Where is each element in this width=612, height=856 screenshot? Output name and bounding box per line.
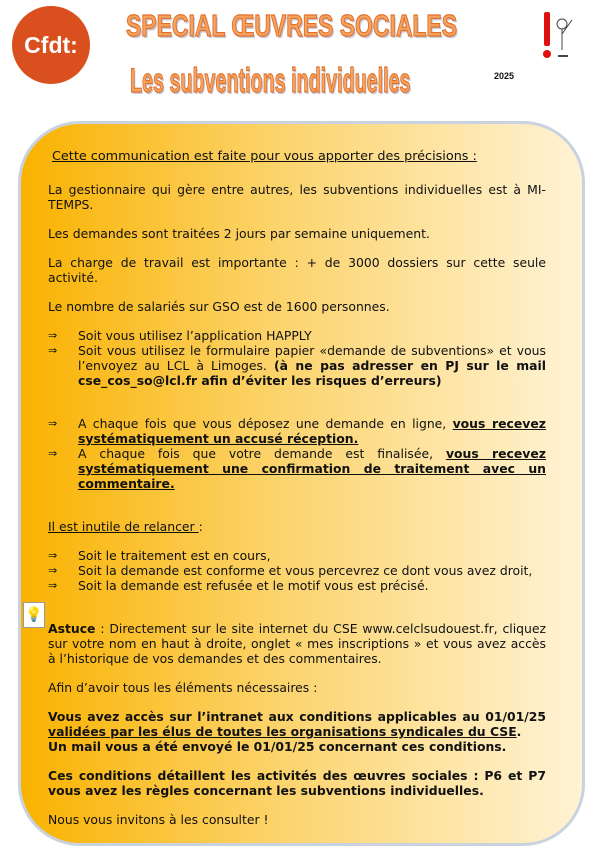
arrow-icon: ⇒ bbox=[48, 329, 58, 342]
paragraph-conditions: Ces conditions détaillent les activités des œuvres sociales : P6 et P7 vous avez les règles concernant les subventions individuelles. bbox=[48, 768, 546, 798]
arrow-icon: ⇒ bbox=[48, 549, 58, 562]
bullet-accuse: ⇒ A chaque fois que vous déposez une demande en ligne, vous recevez systématiquement un accusé réception. bbox=[48, 416, 546, 446]
paragraph-consulter: Nous vous invitons à les consulter ! bbox=[48, 812, 269, 827]
exclamation-figure-icon bbox=[540, 10, 580, 60]
bullet-happly: ⇒ Soit vous utilisez l’application HAPPLY bbox=[48, 328, 312, 343]
relance-heading: Il est inutile de relancer : bbox=[48, 519, 203, 534]
astuce-paragraph: 💡 Astuce : Directement sur le site internet du CSE www.celclsudouest.fr, cliquez sur votre nom en haut à droite, onglet « mes inscriptions » et vous avez accès à l’historique de vos demandes et des commentaires. bbox=[48, 621, 546, 666]
paragraph-mi-temps: La gestionnaire qui gère entre autres, les subventions individuelles est à MI-TEMPS. bbox=[48, 182, 546, 212]
arrow-icon: ⇒ bbox=[48, 579, 58, 592]
relance-item: ⇒ Soit le traitement est en cours, bbox=[48, 548, 271, 563]
title-special: SPECIAL ŒUVRES SOCIALES bbox=[126, 8, 457, 43]
paragraph-charge: La charge de travail est importante : + de 3000 dossiers sur cette seule activité. bbox=[48, 255, 546, 285]
year: 2025 bbox=[494, 71, 515, 81]
bullet-confirmation: ⇒ A chaque fois que votre demande est finalisée, vous recevez systématiquement une confirmation de traitement avec un commentaire. bbox=[48, 446, 546, 491]
paragraph-demandes: Les demandes sont traitées 2 jours par semaine uniquement. bbox=[48, 226, 430, 241]
bullet-formulaire: ⇒ Soit vous utilisez le formulaire papier «demande de subventions» et vous l’envoyez au LCL à Limoges. (à ne pas adresser en PJ sur le mail cse_cos_so@lcl.fr afin d’éviter les risques d’erreurs) bbox=[48, 343, 546, 388]
arrow-icon: ⇒ bbox=[48, 564, 58, 577]
paragraph-salaries: Le nombre de salariés sur GSO est de 1600 personnes. bbox=[48, 299, 390, 314]
paragraph-afin: Afin d’avoir tous les éléments nécessaires : bbox=[48, 680, 318, 695]
cfdt-logo: Cfdt: bbox=[12, 6, 90, 84]
arrow-icon: ⇒ bbox=[48, 344, 58, 357]
content-text bbox=[25, 149, 546, 841]
arrow-icon: ⇒ bbox=[48, 447, 58, 460]
lightbulb-icon: 💡 bbox=[23, 602, 45, 628]
paragraph-intranet: Vous avez accès sur l’intranet aux conditions applicables au 01/01/25 validées par les élus de toutes les organisations syndicales du CSE. Un mail vous a été envoyé le 01/01/25 concernant ces conditions. bbox=[48, 709, 546, 754]
title-subventions: Les subventions individuelles bbox=[130, 62, 411, 100]
relance-item: ⇒ Soit la demande est conforme et vous percevrez ce dont vous avez droit, bbox=[48, 563, 533, 578]
relance-item: ⇒ Soit la demande est refusée et le motif vous est précisé. bbox=[48, 578, 429, 593]
heading: Cette communication est faite pour vous apporter des précisions : bbox=[52, 149, 477, 164]
arrow-icon: ⇒ bbox=[48, 417, 58, 430]
